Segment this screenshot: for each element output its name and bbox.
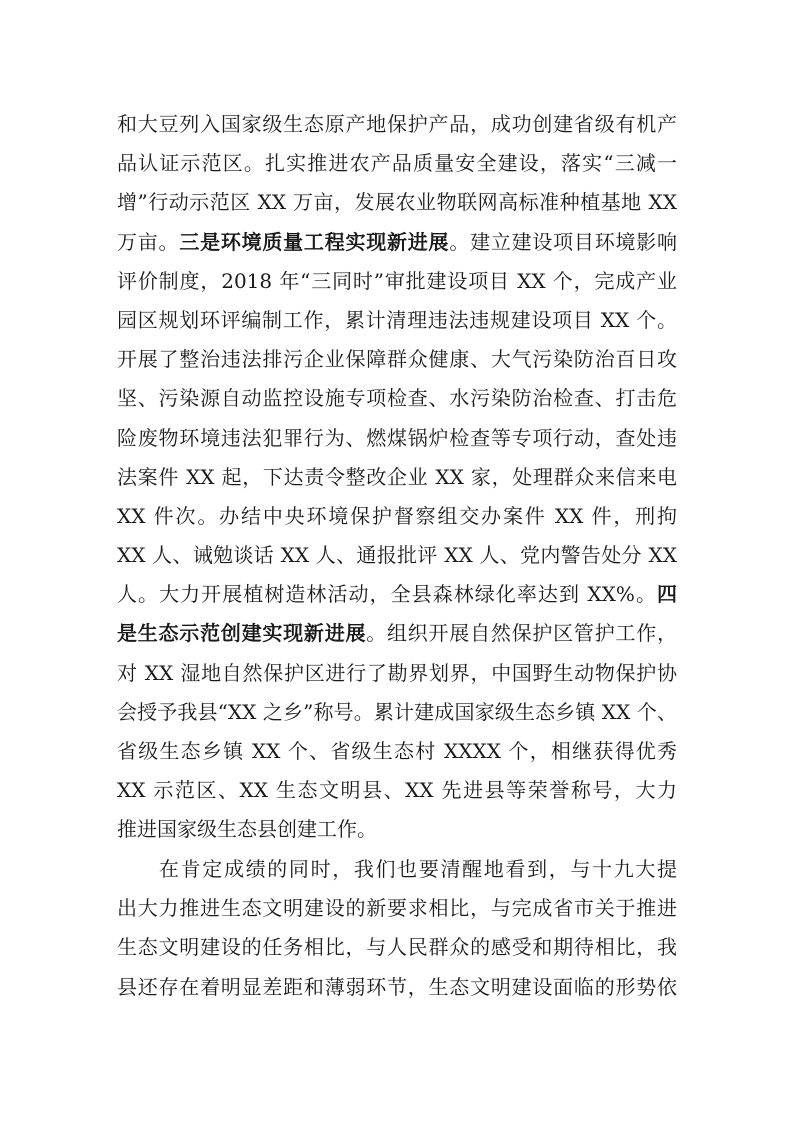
text-line — [117, 889, 677, 928]
text-run: 会授予我县“XX 之乡”称号。累计建成国家级生态乡镇 XX 个、 — [117, 699, 677, 724]
text-line — [117, 654, 677, 693]
text-line — [117, 810, 677, 849]
text-run: 对 XX 湿地自然保护区进行了勘界划界，中国野生动物保护协 — [117, 660, 677, 685]
text-run: XX 示范区、XX 生态文明县、XX 先进县等荣誉称号，大力 — [117, 778, 677, 803]
text-line — [117, 144, 677, 183]
text-run: 和大豆列入国家级生态原产地保护产品，成功创建省级有机产 — [117, 112, 677, 136]
text-run: 省级生态乡镇 XX 个、省级生态村 XXXX 个，相继获得优秀 — [117, 739, 677, 763]
text-run: 坚、污染源自动监控设施专项检查、水污染防治检查、打击危 — [117, 386, 677, 411]
text-line — [117, 850, 677, 889]
text-line — [117, 732, 677, 771]
text-run: 万亩。 — [117, 229, 180, 254]
text-line — [117, 379, 677, 418]
text-line — [117, 928, 677, 967]
text-line — [117, 458, 677, 497]
text-run: 。建立建设项目环境影响 — [449, 229, 677, 254]
text-line — [117, 968, 677, 1007]
text-line — [117, 419, 677, 458]
text-run: 县还存在着明显差距和薄弱环节，生态文明建设面临的形势依 — [117, 974, 677, 999]
paragraph-gaps — [117, 850, 677, 1007]
text-line — [117, 183, 677, 222]
text-run: XX 件次。办结中央环境保护督察组交办案件 XX 件，刑拘 — [117, 503, 677, 528]
text-run: 出大力推进生态文明建设的新要求相比，与完成省市关于推进 — [117, 896, 677, 921]
text-run: 在肯定成绩的同时，我们也要清醒地看到，与十九大提 — [159, 857, 677, 881]
text-run: 园区规划环评编制工作，累计清理违法违规建设项目 XX 个。 — [117, 307, 677, 332]
text-run: 增”行动示范区 XX 万亩，发展农业物联网高标准种植基地 XX — [117, 190, 677, 215]
bold-heading-text: 四 — [657, 582, 677, 607]
text-line — [117, 693, 677, 732]
bold-heading-text: 三是环境质量工程实现新进展 — [179, 229, 450, 254]
text-line — [117, 614, 677, 653]
text-line — [117, 301, 677, 340]
text-line — [117, 223, 677, 262]
text-line — [117, 771, 677, 810]
text-run: 人。大力开展植树造林活动，全县森林绿化率达到 XX%。 — [117, 582, 657, 607]
text-run: 品认证示范区。扎实推进农产品质量安全建设，落实“三减一 — [117, 151, 677, 176]
text-run: 评价制度，2018 年“三同时”审批建设项目 XX 个，完成产业 — [117, 268, 677, 293]
text-line — [117, 105, 677, 144]
text-run: 法案件 XX 起，下达责令整改企业 XX 家，处理群众来信来电 — [117, 464, 677, 489]
text-line — [117, 340, 677, 379]
text-run: 。组织开展自然保护区管护工作， — [366, 621, 677, 646]
text-run: XX 人、诫勉谈话 XX 人、通报批评 XX 人、党内警告处分 XX — [117, 543, 677, 568]
text-line — [117, 497, 677, 536]
text-line — [117, 536, 677, 575]
text-line — [117, 262, 677, 301]
text-run: 生态文明建设的任务相比，与人民群众的感受和期待相比，我 — [117, 935, 677, 960]
text-run: 开展了整治违法排污企业保障群众健康、大气污染防治百日攻 — [117, 347, 677, 372]
paragraph-achievements — [117, 105, 677, 850]
text-run: 推进国家级生态县创建工作。 — [117, 817, 377, 842]
bold-heading-text: 是生态示范创建实现新进展 — [117, 621, 367, 646]
text-line — [117, 575, 677, 614]
text-run: 险废物环境违法犯罪行为、燃煤锅炉检查等专项行动，查处违 — [117, 425, 677, 450]
